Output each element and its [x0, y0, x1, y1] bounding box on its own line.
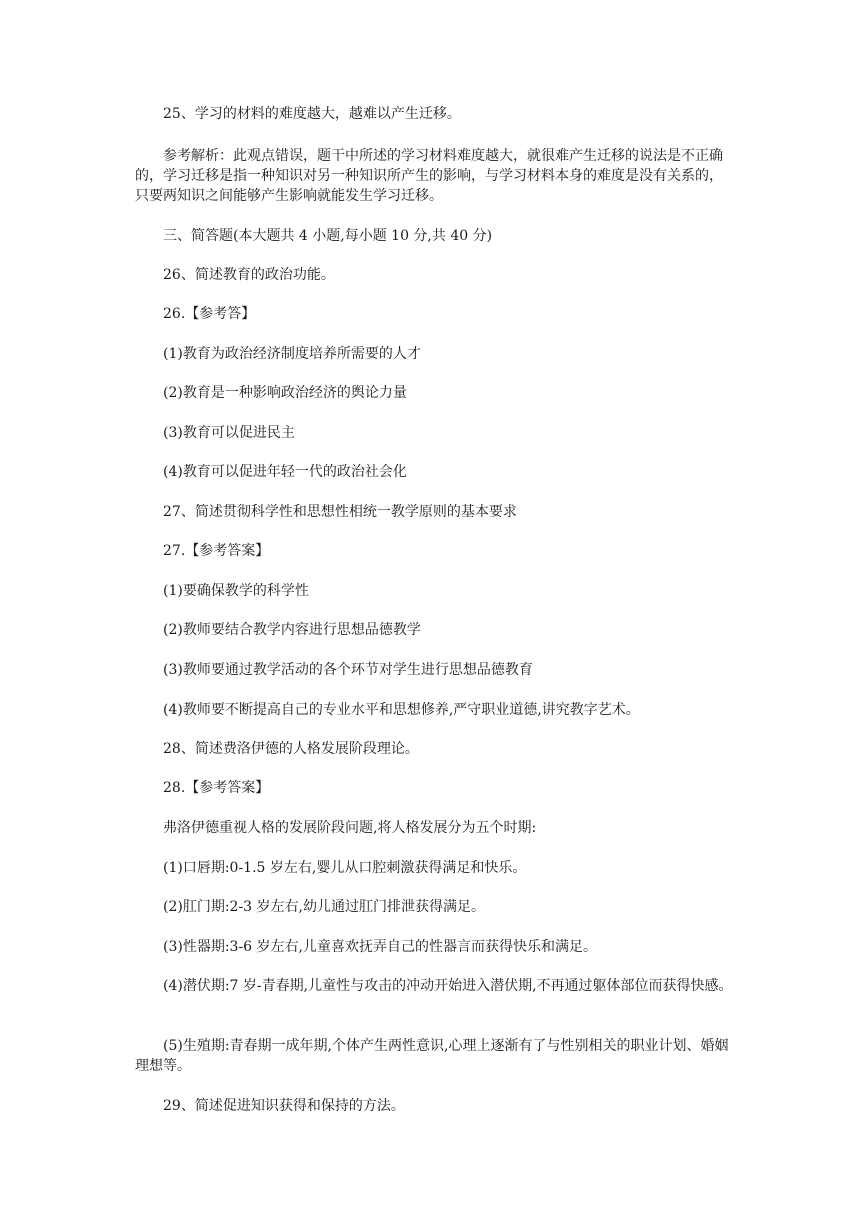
answer-27-item: (4)教师要不断提高自己的专业水平和思想修养,严守职业道德,讲究教字艺术。	[163, 702, 640, 718]
question-25-analysis: 参考解析：此观点错误，题干中所述的学习材料难度越大，就很难产生迁移的说法是不正确的，学习迁移是指一种知识对另一种知识所产生的影响，与学习材料本身的难度是没有关系的，只要两知识之间能够产生影响就能发生学习迁移。	[135, 148, 723, 204]
answer-26-item: (3)教育可以促进民主	[163, 425, 295, 441]
answer-28-item: (1)口唇期:0-1.5 岁左右,婴儿从口腔刺激获得满足和快乐。	[163, 860, 527, 876]
question-25: 25、学习的材料的难度越大，越难以产生迁移。	[163, 106, 461, 122]
answer-27-item: (3)教师要通过教学活动的各个环节对学生进行思想品德教育	[163, 662, 533, 678]
question-29: 29、简述促进知识获得和保持的方法。	[163, 1098, 405, 1114]
question-27: 27、简述贯彻科学性和思想性相统一教学原则的基本要求	[163, 504, 517, 520]
answer-28-item: (5)生殖期:青春期一成年期,个体产生两性意识,心理上逐渐有了与性别相关的职业计划、婚姻理想等。	[135, 1038, 729, 1074]
question-26: 26、简述教育的政治功能。	[163, 267, 335, 283]
answer-27-heading: 27.【参考答案】	[163, 543, 270, 559]
answer-28-heading: 28.【参考答案】	[163, 780, 270, 796]
question-28: 28、简述费洛伊德的人格发展阶段理论。	[163, 741, 419, 757]
answer-28-item: (2)肛门期:2-3 岁左右,幼儿通过肛门排泄获得满足。	[163, 899, 485, 915]
answer-28-item: (4)潜伏期:7 岁-青春期,儿童性与攻击的冲动开始进入潜伏期,不再通过躯体部位而获得快感。	[163, 978, 733, 994]
section-3-heading: 三、简答题(本大题共 4 小题,每小题 10 分,共 40 分)	[163, 228, 493, 244]
answer-27-item: (2)教师要结合教学内容进行思想品德教学	[163, 622, 421, 638]
answer-26-item: (4)教育可以促进年轻一代的政治社会化	[163, 464, 407, 480]
answer-28-item: (3)性器期:3-6 岁左右,儿童喜欢抚弄自己的性器言而获得快乐和满足。	[163, 939, 597, 955]
answer-28-intro: 弗洛伊德重视人格的发展阶段问题,将人格发展分为五个时期:	[163, 820, 537, 836]
answer-26-heading: 26.【参考答】	[163, 306, 256, 322]
answer-26-item: (2)教育是一种影响政治经济的舆论力量	[163, 385, 407, 401]
answer-26-item: (1)教育为政治经济制度培养所需要的人才	[163, 346, 421, 362]
answer-27-item: (1)要确保教学的科学性	[163, 583, 309, 599]
